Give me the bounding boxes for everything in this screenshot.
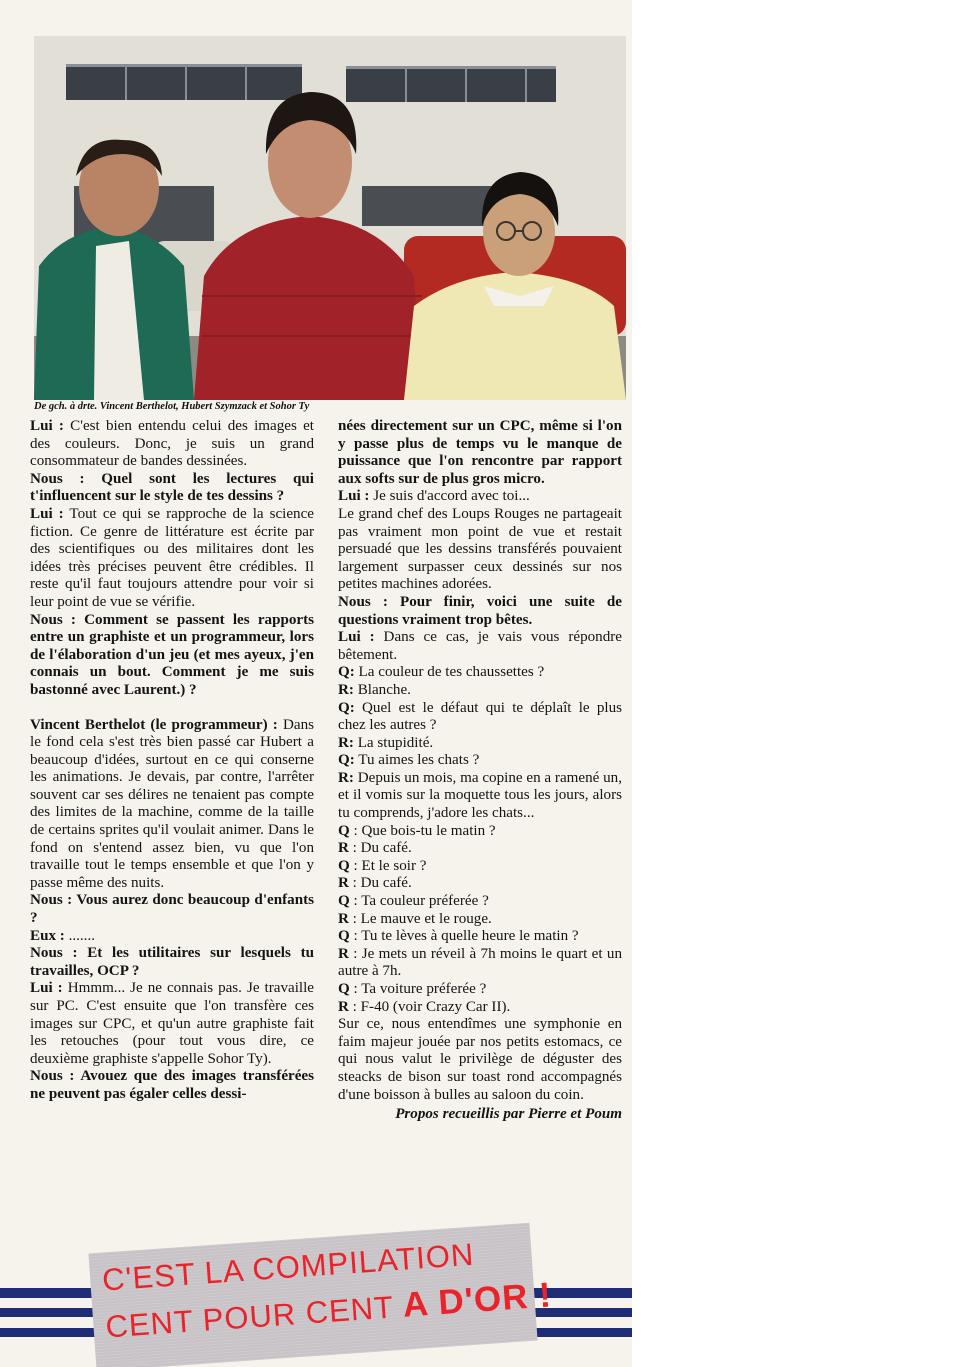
speaker-label: Q: [338, 664, 355, 681]
paragraph-text: ....... [64, 927, 95, 944]
speaker-label: Eux : [30, 927, 65, 944]
photo-caption: De gch. à drte. Vincent Berthelot, Hubert Szymzack et Sohor Ty [34, 401, 310, 412]
paragraph-text: Dans ce cas, je vais vous répondre bêtement. [338, 629, 622, 663]
right-paragraph [338, 682, 622, 700]
paragraph-text: : F-40 (voir Crazy Car II). [348, 998, 511, 1015]
paragraph-text: Blanche. [353, 681, 411, 698]
paragraph-text: Hmmm... Je ne connais pas. Je travaille sur PC. C'est ensuite que l'on transfère ces images sur CPC, et qu'un autre graphiste fait les retouches (pour tout vous dire, ce deuxième graphiste s'appelle Sohor Ty). [30, 980, 314, 1067]
speaker-label: R: [338, 681, 354, 698]
left-paragraph [30, 418, 314, 471]
left-paragraph [30, 471, 314, 506]
paragraph-text: Quel est le défaut qui te déplaît le plus chez les autres ? [338, 699, 622, 734]
paragraph-text: Quel sont les lectures qui t'influencent sur le style de tes dessins ? [30, 470, 315, 505]
paragraph-text: : Du café. [348, 840, 412, 857]
right-paragraph [338, 981, 622, 999]
paragraph-text: : Ta couleur préferée ? [349, 893, 489, 910]
speaker-label: Q [338, 893, 350, 910]
group-photo [34, 36, 626, 400]
signature: Propos recueillis par Pierre et Poum [395, 1106, 622, 1123]
paragraph-text: Sur ce, nous entendîmes une symphonie en faim majeur jouée par nos petits estomacs, ce qui nous valut le privilège de déguster des steacks de bison sur toast rond accompagnés d'une boisson à bulles au saloon du coin. [338, 1016, 622, 1103]
paragraph-text: Depuis un mois, ma copine en a ramené un, et il vomis sur la moquette tous les jours, alors tu comprends, j'adore les chats... [338, 769, 622, 822]
right-paragraph [338, 858, 622, 876]
paragraph-text: : Que bois-tu le matin ? [349, 822, 496, 839]
speaker-label: Nous : [30, 945, 78, 962]
left-paragraph [30, 717, 314, 893]
left-paragraph [30, 892, 314, 927]
speaker-label: R [338, 840, 349, 857]
speaker-label: Lui : [30, 418, 64, 434]
left-paragraph [30, 980, 314, 1068]
paragraph-text: La couleur de tes chaussettes ? [354, 664, 545, 681]
right-paragraph [338, 752, 622, 770]
paragraph-text: Vous aurez donc beaucoup d'enfants ? [30, 892, 314, 927]
speaker-label: R [338, 998, 349, 1015]
paragraph-text: C'est bien entendu celui des images et des couleurs. Donc, je suis un grand consommateur de bandes dessinées. [30, 418, 314, 470]
paragraph-text: : Le mauve et le rouge. [348, 910, 492, 927]
banner-line-1: C'EST LA COMPILATION [101, 1236, 476, 1298]
paragraph-text: Et les utilitaires sur lesquels tu travailles, OCP ? [30, 945, 314, 979]
paragraph-text: Avouez que des images transférées ne peuvent pas égaler celles dessi- [30, 1068, 314, 1102]
right-paragraph [338, 488, 622, 506]
right-paragraph [338, 928, 622, 946]
left-paragraph [30, 928, 314, 946]
speaker-label: Nous : [30, 470, 85, 487]
banner-line-2-b: A D'OR ! [401, 1275, 554, 1325]
right-paragraph [338, 418, 622, 488]
right-paragraph [338, 735, 622, 753]
page-margin-right [632, 0, 961, 1367]
paragraph-text: Comment se passent les rapports entre un graphiste et un programmeur, lors de l'élaboration d'un jeu (et mes ayeux, j'en connais un bout. Comment je me suis bastonné avec Laurent.) ? [30, 611, 314, 698]
left-paragraph [30, 506, 314, 612]
paragraph-text: : Et le soir ? [349, 857, 427, 874]
right-paragraph [338, 594, 622, 629]
right-paragraph [338, 1016, 622, 1104]
right-paragraph [338, 911, 622, 929]
speaker-label: Vincent Berthelot (le programmeur) : [30, 716, 278, 733]
right-paragraph [338, 946, 622, 981]
speaker-label: R: [338, 734, 354, 751]
speaker-label: Q: [338, 752, 355, 769]
paragraph-text: Pour finir, voici une suite de questions vraiment trop bêtes. [338, 593, 622, 628]
right-paragraph [338, 840, 622, 858]
paragraph-gap [30, 700, 314, 717]
speaker-label: Nous : [30, 892, 73, 909]
paragraph-text: Tout ce qui se rapproche de la science fiction. Ce genre de littérature est écrite par des scientifiques ou des militaires dont les idées très précises peuvent être crédibles. Il reste qu'il faut toujours attendre pour voir si leur point de vue se vérifie. [30, 505, 314, 610]
speaker-label: Q [338, 822, 350, 839]
paragraph-text: : Je mets un réveil à 7h moins le quart et un autre à 7h. [338, 945, 622, 980]
paragraph-text: : Du café. [348, 875, 412, 892]
speaker-label: R [338, 945, 349, 962]
paragraph-text: : Ta voiture préferée ? [349, 981, 487, 997]
paragraph-text: Je suis d'accord avec toi... [369, 488, 530, 505]
banner-line-2-a: CENT POUR CENT [104, 1288, 405, 1345]
right-paragraph [338, 893, 622, 911]
speaker-label: R: [338, 769, 354, 786]
speaker-label: Lui : [30, 505, 64, 522]
right-paragraph [338, 999, 622, 1017]
paragraph-text: Dans le fond cela s'est très bien passé car Hubert a beaucoup d'idées, surtout en ce qui conserne les animations. Je devais, par contre, l'arrêter souvent car ses délires ne tenaient pas compte des limites de la machine, comme de la taille de certains sprites qu'il voulait animer. Dans le fond on s'entend assez bien, vu que l'on travaille tout le temps ensemble et que l'on y passe même des nuits. [30, 716, 314, 891]
paragraph-text: : Tu te lèves à quelle heure le matin ? [349, 928, 579, 945]
paragraph-text: Tu aimes les chats ? [354, 752, 480, 769]
right-paragraph [338, 770, 622, 823]
right-paragraph [338, 823, 622, 841]
article-column-left [30, 418, 314, 1104]
speaker-label: Q: [338, 699, 355, 716]
paragraph-text: nées directement sur un CPC, même si l'on y passe plus de temps vu le manque de puissance que l'on rencontre par rapport aux softs sur de plus gros micro. [338, 418, 622, 487]
right-paragraph [338, 506, 622, 594]
speaker-label: Nous : [30, 611, 76, 628]
right-paragraph [338, 700, 622, 735]
paragraph-text: Le grand chef des Loups Rouges ne partageait pas vraiment mon point de vue et restait persuadé que les dessins transférés pouvaient largement surpasser ceux dessinés sur nos petites machines adorées. [338, 505, 622, 593]
speaker-label: Lui : [30, 980, 63, 997]
speaker-label: R [338, 910, 349, 927]
article-column-right [338, 418, 622, 1124]
left-paragraph [30, 612, 314, 700]
speaker-label: Lui : [338, 629, 375, 646]
paragraph-text: La stupidité. [353, 734, 434, 751]
speaker-label: Q [338, 928, 350, 945]
speaker-label: Q [338, 857, 350, 874]
group-photo-illustration [34, 36, 626, 400]
compilation-banner [88, 1223, 554, 1367]
speaker-label: Q [338, 981, 350, 997]
right-paragraph [338, 664, 622, 682]
left-paragraph [30, 945, 314, 980]
left-paragraph [30, 1068, 314, 1103]
speaker-label: Lui : [338, 488, 370, 505]
speaker-label: R [338, 875, 349, 892]
speaker-label: Nous : [338, 593, 388, 610]
right-paragraph [338, 875, 622, 893]
speaker-label: Nous : [30, 1068, 75, 1085]
right-paragraph [338, 629, 622, 664]
